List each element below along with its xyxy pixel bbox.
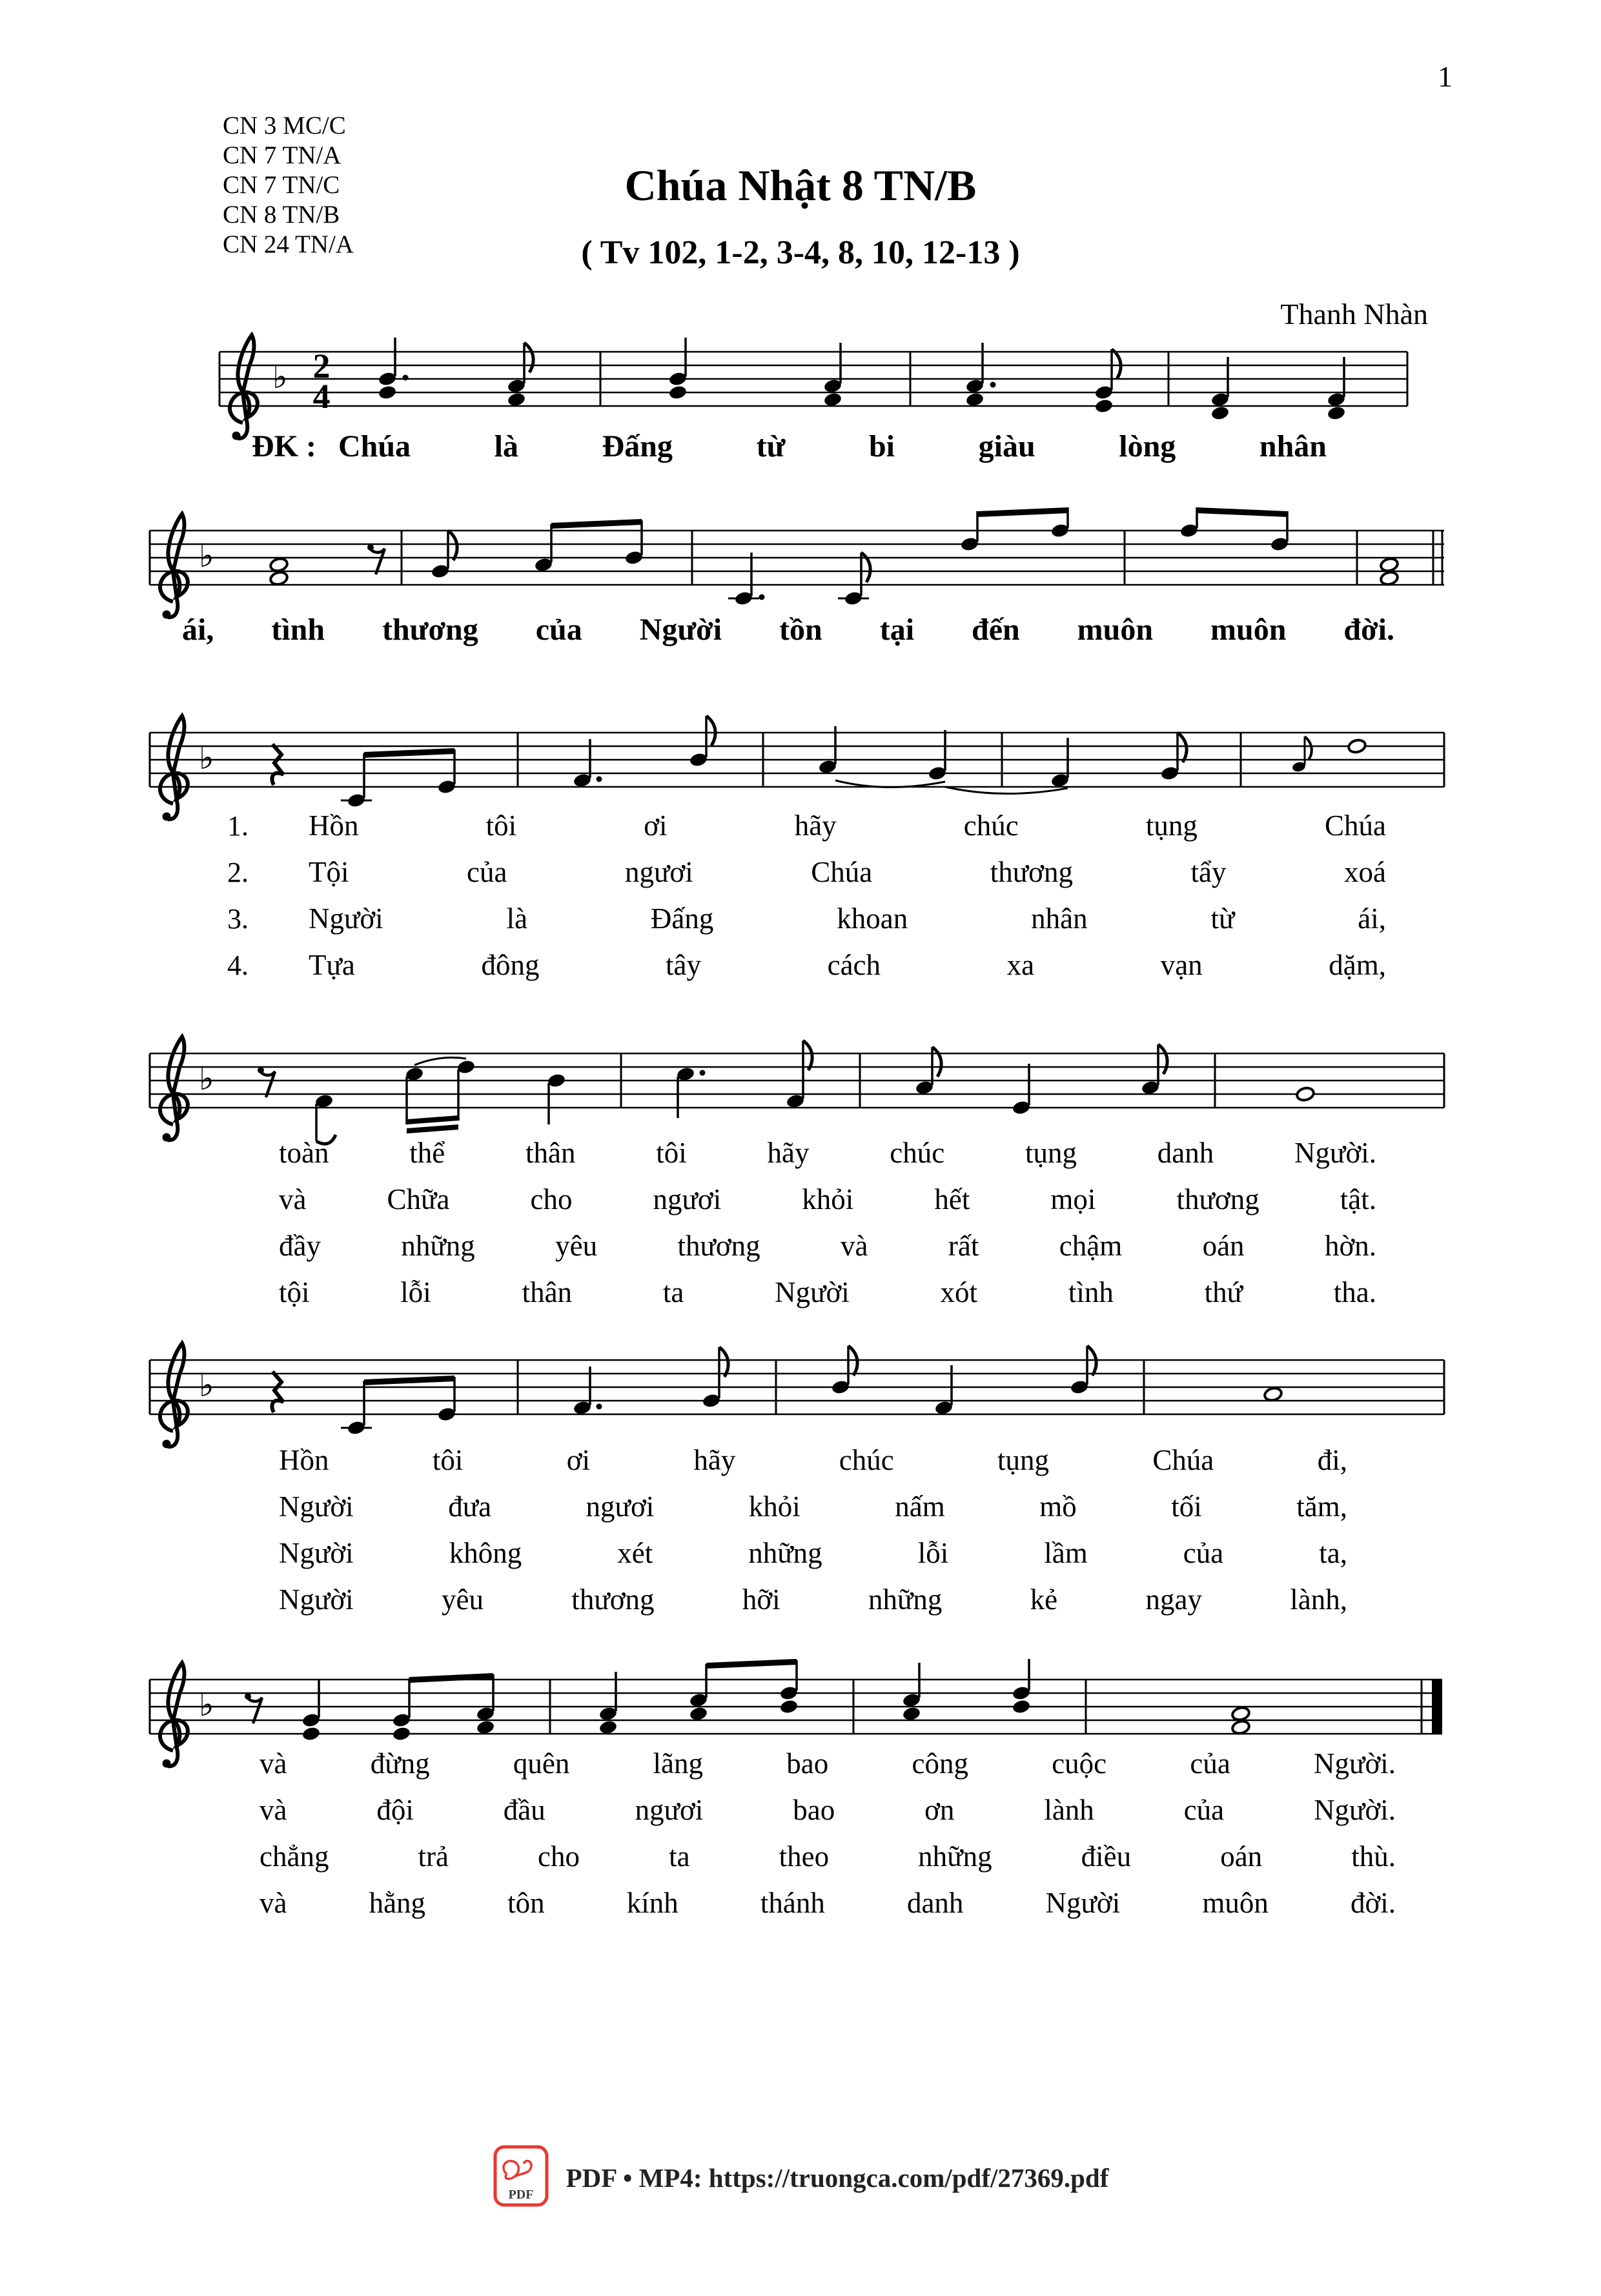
verse-line <box>227 948 1386 982</box>
page-title: Chúa Nhật 8 TN/B <box>624 161 977 210</box>
treble-clef-icon <box>160 716 188 821</box>
refrain-line-1 <box>252 429 1327 464</box>
verse-number: 4. <box>227 950 249 981</box>
notes <box>272 716 1366 808</box>
refrain-lyrics: Chúa là Đấng từ bi giàu lòng nhân <box>338 429 1327 463</box>
footer <box>0 2144 1601 2211</box>
treble-clef-icon <box>160 1037 188 1142</box>
svg-text:4: 4 <box>312 377 331 416</box>
notes <box>269 507 1399 606</box>
pdf-icon <box>493 2144 549 2211</box>
tag: CN 3 MC/C <box>223 112 346 139</box>
verse-number: 2. <box>227 857 249 888</box>
lyric-line: đầy những yêu thương và rất chậm oán hờn. <box>279 1230 1376 1262</box>
flat-sign: ♭ <box>199 538 214 574</box>
notes <box>245 1659 1250 1742</box>
flat-sign: ♭ <box>199 740 214 776</box>
lyric-line: toàn thể thân tôi hãy chúc tụng danh Người. <box>279 1137 1376 1169</box>
eighth-rest <box>245 1693 262 1723</box>
treble-clef-icon <box>160 1663 188 1768</box>
verse-text: Tội của ngươi Chúa thương tẩy xoá <box>309 856 1386 888</box>
verse-text: Người là Đấng khoan nhân từ ái, <box>309 902 1386 935</box>
eighth-rest <box>258 1067 275 1097</box>
flat-sign: ♭ <box>199 1367 214 1403</box>
lyric-line: và đội đầu ngươi bao ơn lành của Người. <box>260 1794 1396 1826</box>
lyric-line: Người đưa ngươi khỏi nấm mồ tối tăm, <box>279 1490 1347 1523</box>
lyric-line: Người không xét những lỗi lầm của ta, <box>279 1537 1347 1569</box>
flat-sign: ♭ <box>199 1687 214 1723</box>
tag: CN 7 TN/A <box>223 141 342 169</box>
lyric-line: và hằng tôn kính thánh danh Người muôn đời. <box>260 1887 1396 1919</box>
footer-link[interactable]: PDF • MP4: https://truongca.com/pdf/27369.pdf <box>566 2162 1109 2193</box>
svg-text:2: 2 <box>312 347 331 385</box>
lyric-line: Hồn tôi ơi hãy chúc tụng Chúa đi, <box>279 1444 1347 1476</box>
verse-line <box>227 855 1386 889</box>
lyric-line: và Chữa cho ngươi khỏi hết mọi thương tật. <box>279 1183 1376 1215</box>
tag: CN 7 TN/C <box>223 171 340 199</box>
eighth-rest <box>367 544 385 574</box>
lyric-line: Người yêu thương hỡi những kẻ ngay lành, <box>279 1583 1347 1616</box>
verse-text: Hồn tôi ơi hãy chúc tụng Chúa <box>309 809 1386 842</box>
time-signature <box>313 347 331 416</box>
refrain-line-2: ái, tình thương của Người tồn tại đến muôn muôn đời. <box>182 613 1394 647</box>
lyric-line: tội lỗi thân ta Người xót tình thứ tha. <box>279 1276 1376 1308</box>
treble-clef-icon <box>230 335 258 440</box>
composer-name: Thanh Nhàn <box>1280 298 1428 330</box>
verse-line <box>227 902 1386 935</box>
pdf-icon-label: PDF <box>508 2188 534 2202</box>
lyric-line: và đừng quên lãng bao công cuộc của Người. <box>260 1747 1396 1780</box>
flat-sign: ♭ <box>272 359 288 395</box>
refrain-label: ĐK : <box>252 429 316 463</box>
quarter-rest <box>272 1372 283 1412</box>
verse-line <box>227 809 1386 842</box>
lyric-line: chẳng trả cho ta theo những điều oán thù. <box>260 1840 1396 1873</box>
final-barline <box>1432 1680 1442 1734</box>
tag: CN 8 TN/B <box>223 201 340 229</box>
treble-clef-icon <box>160 514 188 619</box>
verse-number: 3. <box>227 903 249 935</box>
treble-clef-icon <box>160 1343 188 1448</box>
verse-text: Tựa đông tây cách xa vạn dặm, <box>309 949 1386 981</box>
tag: CN 24 TN/A <box>223 230 354 258</box>
quarter-rest <box>272 744 283 785</box>
verse-number: 1. <box>227 810 249 842</box>
page-number: 1 <box>1438 60 1453 93</box>
notes <box>258 1041 1315 1144</box>
psalm-reference: ( Tv 102, 1-2, 3-4, 8, 10, 12-13 ) <box>581 234 1020 271</box>
flat-sign: ♭ <box>199 1061 214 1097</box>
